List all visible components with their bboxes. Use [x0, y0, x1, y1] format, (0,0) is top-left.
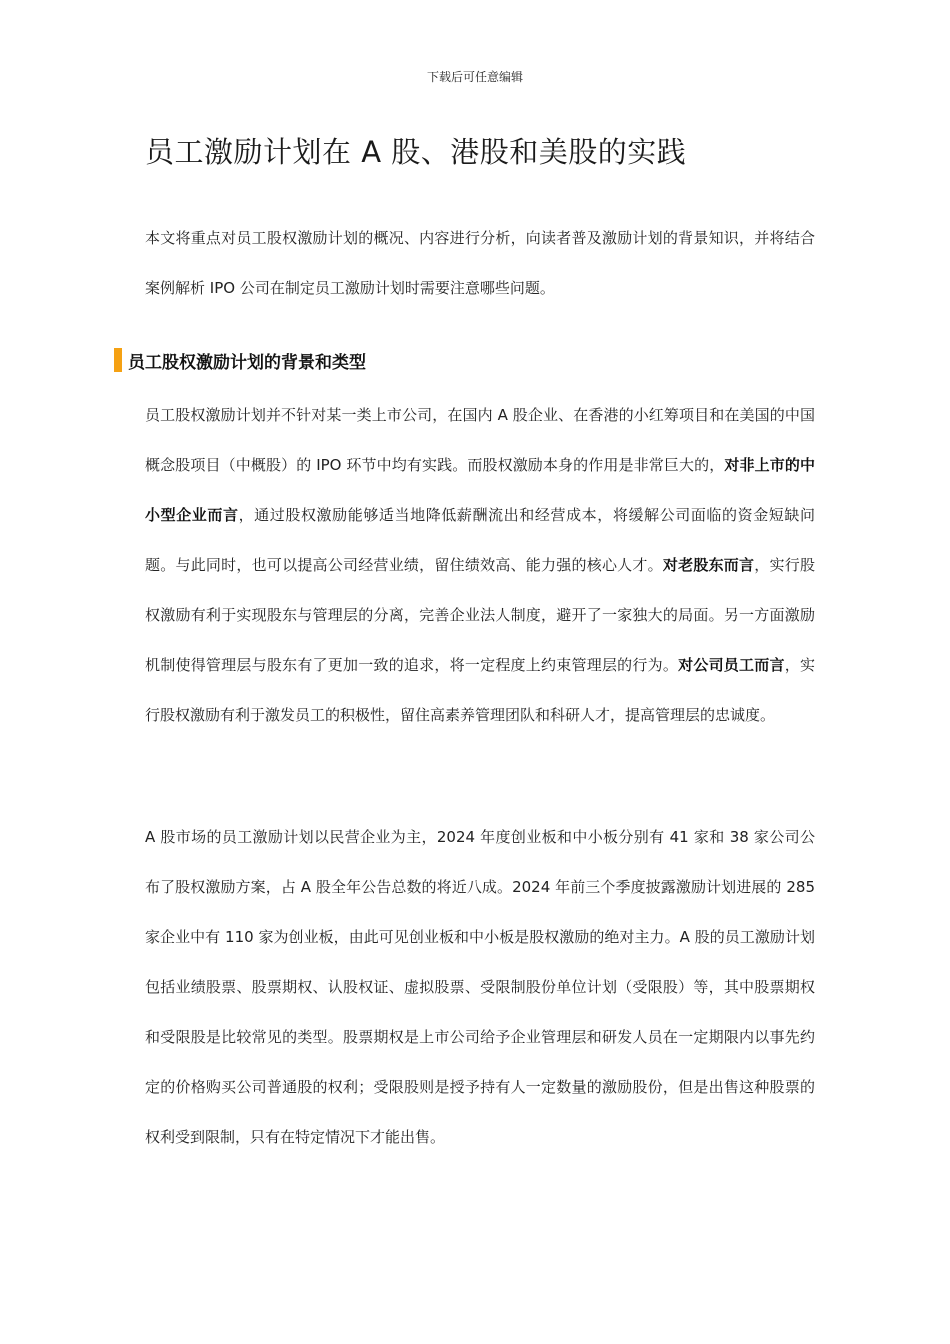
- paragraph-text: ，实行股权激励有利于实现股东与管理层的分离，完善企业法人制度，避开了一家独大的局面。另一方面激励机制使得管理层与股东有了更加一致的追求，将一定程度上约束管理层的行为。: [145, 556, 815, 674]
- emphasis-text: 对非上市的中小型企业而言: [145, 456, 815, 524]
- body-paragraph-2: A 股市场的员工激励计划以民营企业为主，2024 年度创业板和中小板分别有 41 家和 38 家公司公布了股权激励方案，占 A 股全年公告总数的将近八成。2024 年前三个季度披露激励计划进展的 285 家企业中有 110 家为创业板，由此可见创业板和中小板是股权激励的绝对主力。A 股的员工激励计划包括业绩股票、股票期权、认股权证、虚拟股票、受限制股份单位计划（受限股）等，其中股票期权和受限股是比较常见的类型。股票期权是上市公司给予企业管理层和研发人员在一定期限内以事先约定的价格购买公司普通股的权利；受限股则是授予持有人一定数量的激励股份，但是出售这种股票的权利受到限制，只有在特定情况下才能出售。: [145, 828, 815, 1146]
- intro-paragraph: 本文将重点对员工股权激励计划的概况、内容进行分析，向读者普及激励计划的背景知识，并将结合案例解析 IPO 公司在制定员工激励计划时需要注意哪些问题。: [145, 229, 815, 297]
- paragraph-text: ，通过股权激励能够适当地降低薪酬流出和经营成本，将缓解公司面临的资金短缺问题。与此同时，也可以提高公司经营业绩，留住绩效高、能力强的核心人才。: [145, 506, 815, 574]
- section-heading-text: 员工股权激励计划的背景和类型: [128, 352, 366, 373]
- body-paragraph-1: [145, 390, 815, 740]
- paragraph-text: 员工股权激励计划并不针对某一类上市公司，在国内 A 股企业、在香港的小红筹项目和在美国的中国概念股项目（中概股）的 IPO 环节中均有实践。而股权激励本身的作用是非常巨大的，: [145, 406, 815, 474]
- paragraph-text: ，实行股权激励有利于激发员工的积极性，留住高素养管理团队和科研人才，提高管理层的忠诚度。: [145, 656, 815, 724]
- section-marker-bar: [114, 348, 122, 372]
- page-title: 员工激励计划在 A 股、港股和美股的实践: [145, 135, 687, 169]
- emphasis-text: 对公司员工而言: [678, 656, 785, 674]
- section-heading: [114, 347, 366, 373]
- emphasis-text: 对老股东而言: [662, 556, 755, 574]
- header-note: 下载后可任意编辑: [426, 70, 523, 84]
